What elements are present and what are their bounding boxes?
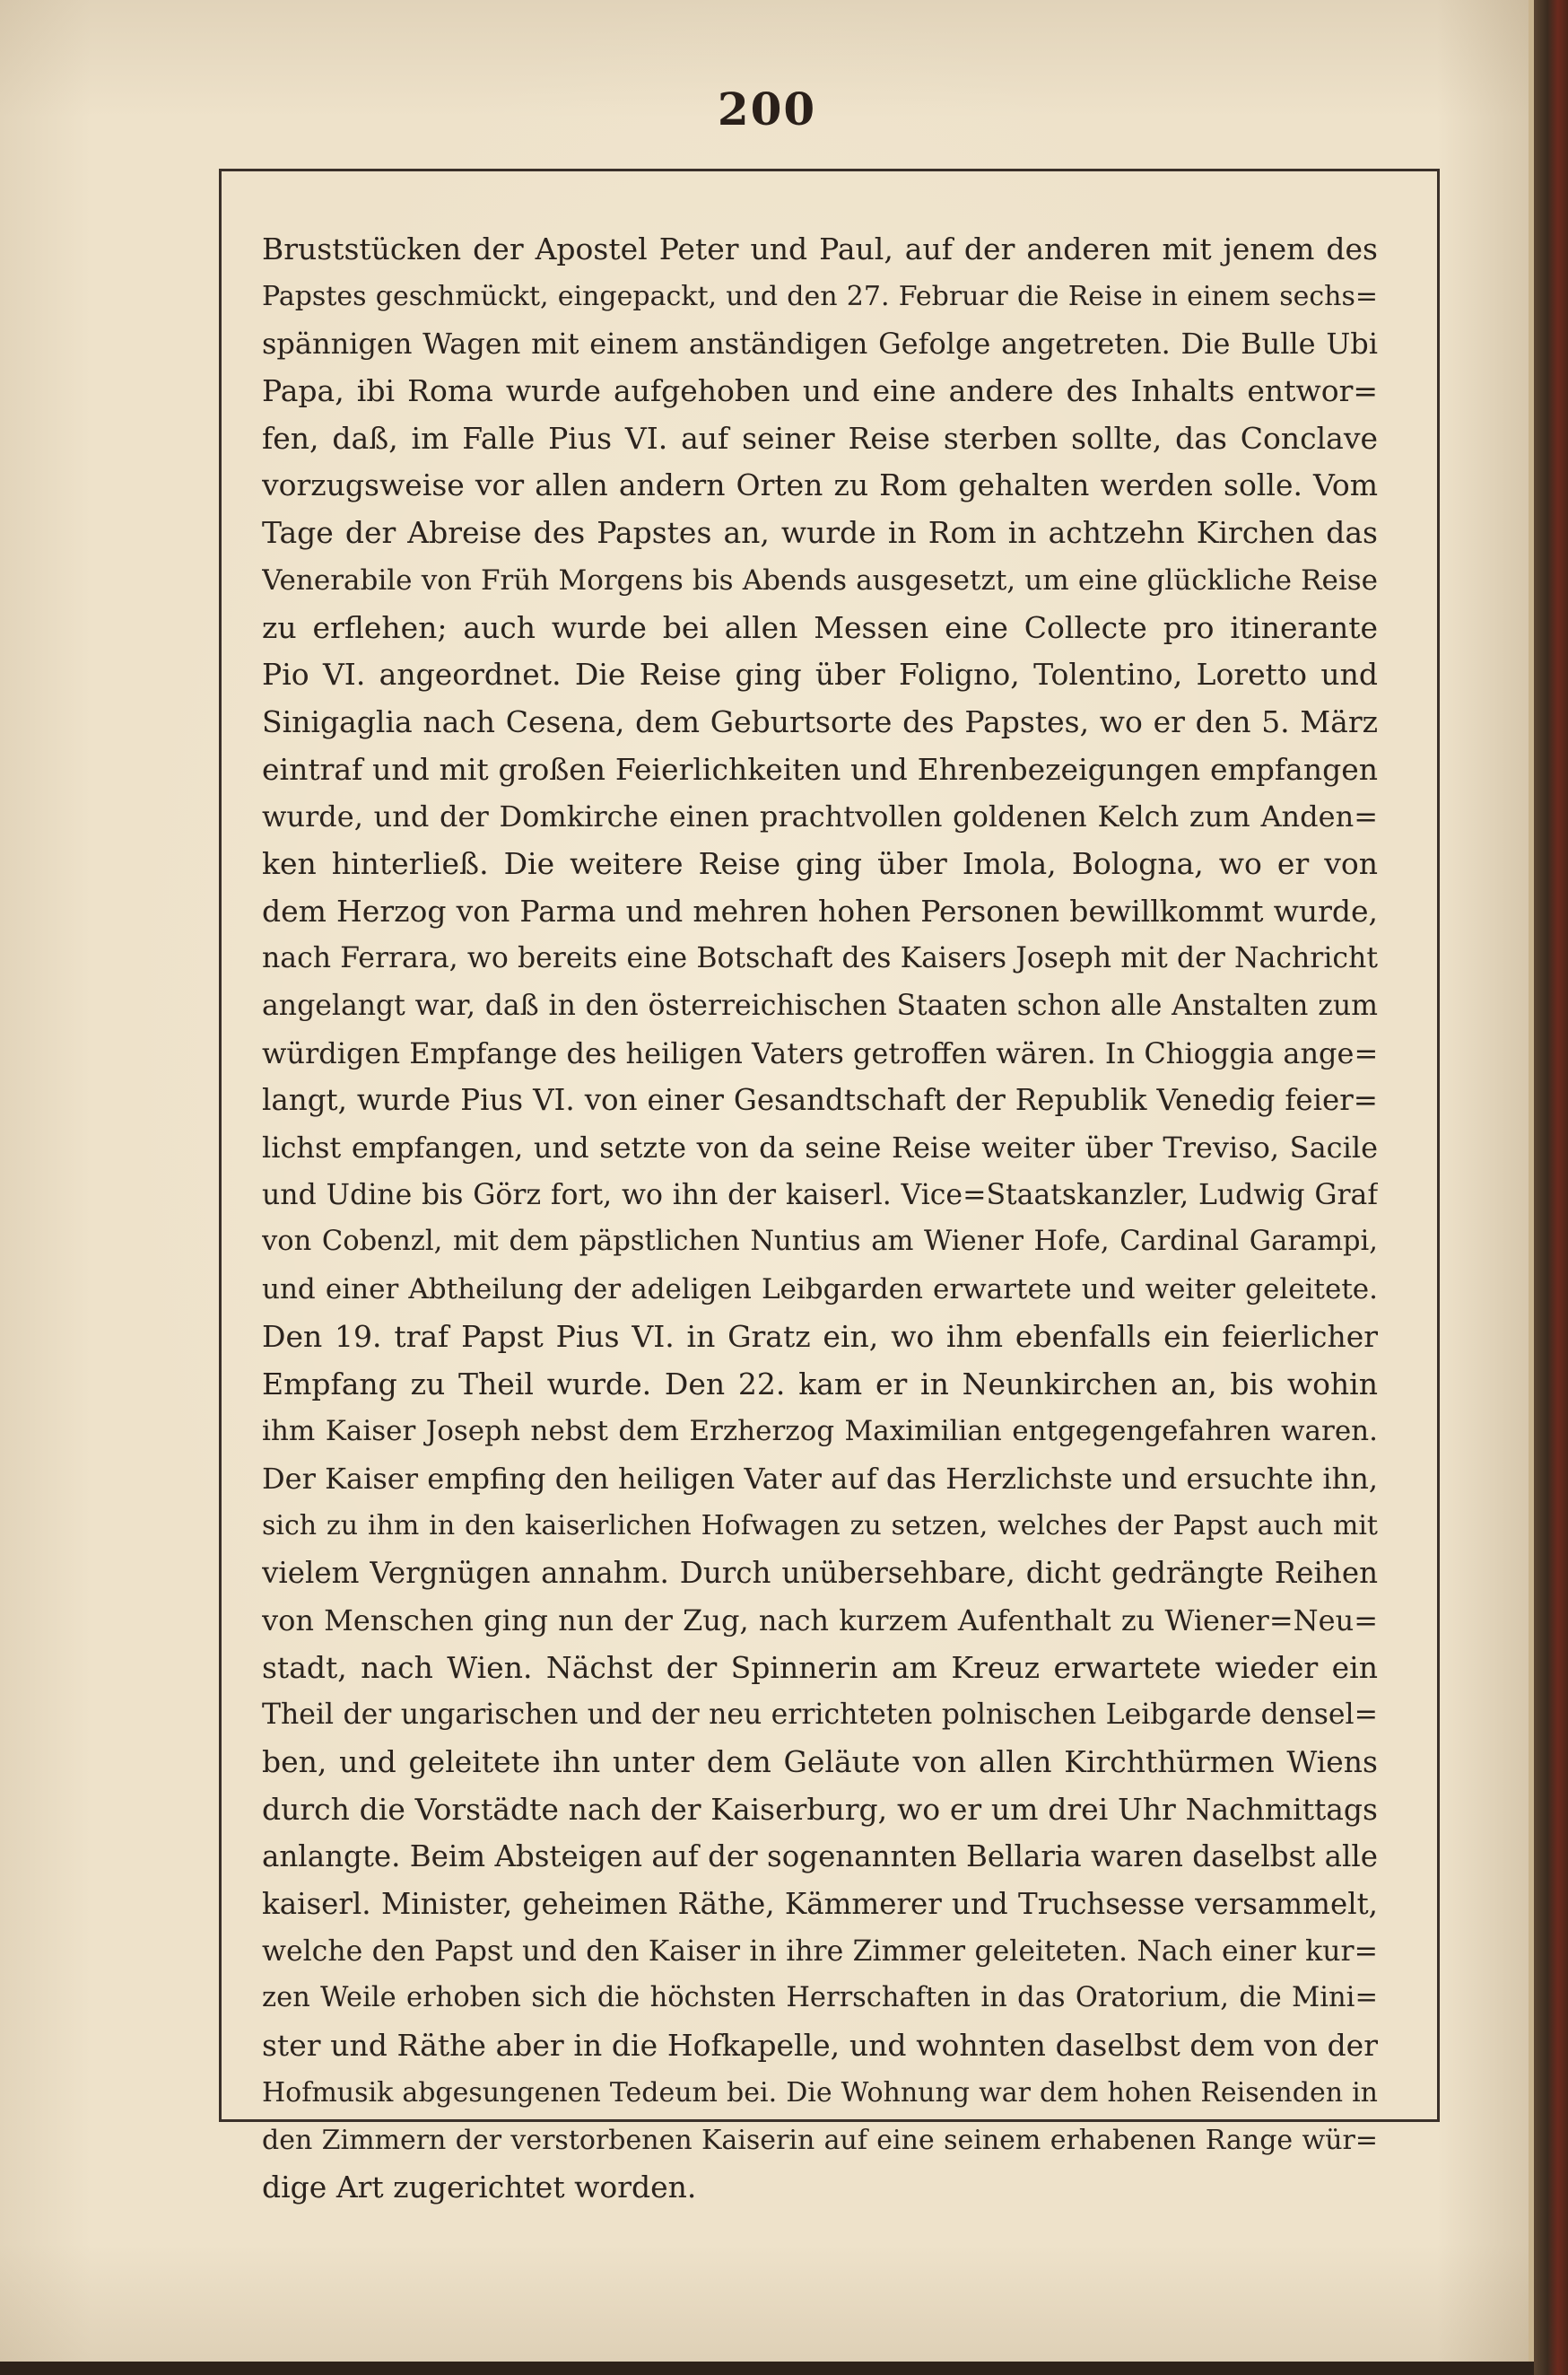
text-line: Papstes geschmückt, eingepackt, und den 27. Februar die Reise in einem sechs= <box>262 280 1378 312</box>
text-line: anlangte. Beim Absteigen auf der sogenannten Bellaria waren daselbst alle <box>262 1839 1378 1874</box>
text-line: ken hinterließ. Die weitere Reise ging über Imola, Bologna, wo er von <box>262 845 1378 881</box>
text-line: ster und Räthe aber in die Hofkapelle, und wohnten daselbst dem von der <box>262 2028 1378 2064</box>
text-line: von Cobenzl, mit dem päpstlichen Nuntius am Wiener Hofe, Cardinal Garampi, <box>262 1226 1378 1258</box>
text-line: Tage der Abreise des Papstes an, wurde in Rom in achtzehn Kirchen das <box>262 515 1378 551</box>
text-line: ihm Kaiser Joseph nebst dem Erzherzog Maximilian entgegengefahren waren. <box>262 1415 1378 1448</box>
text-line: zen Weile erhoben sich die höchsten Herrschaften in das Oratorium, die Mini= <box>262 1982 1378 2014</box>
text-line: lichst empfangen, und setzte von da seine Reise weiter über Treviso, Sacile <box>262 1131 1378 1166</box>
text-line: Sinigaglia nach Cesena, dem Geburtsorte des Papstes, wo er den 5. März <box>262 703 1378 739</box>
text-line: vorzugsweise vor allen andern Orten zu Rom gehalten werden solle. Vom <box>262 467 1378 503</box>
text-line: Den 19. traf Papst Pius VI. in Gratz ein, wo ihm ebenfalls ein feierlicher <box>262 1318 1378 1354</box>
text-line: durch die Vorstädte nach der Kaiserburg, wo er um drei Uhr Nachmittags <box>262 1791 1378 1827</box>
text-line: fen, daß, im Falle Pius VI. auf seiner Reise sterben sollte, das Conclave <box>262 420 1378 456</box>
text-line: eintraf und mit großen Feierlichkeiten und Ehrenbezeigungen empfangen <box>262 751 1378 787</box>
text-line: nach Ferrara, wo bereits eine Botschaft des Kaisers Joseph mit der Nachricht <box>262 942 1378 975</box>
text-line: spännigen Wagen mit einem anständigen Gefolge angetreten. Die Bulle Ubi <box>262 327 1378 362</box>
text-line-last: dige Art zugerichtet worden. <box>262 2170 697 2205</box>
text-line: Empfang zu Theil wurde. Den 22. kam er in Neunkirchen an, bis wohin <box>262 1366 1378 1401</box>
text-line: ben, und geleitete ihn unter dem Geläute von allen Kirchthürmen Wiens <box>262 1744 1378 1779</box>
text-line: und Udine bis Görz fort, wo ihn der kaiserl. Vice=Staatskanzler, Ludwig Graf <box>262 1178 1378 1211</box>
text-line: Der Kaiser empfing den heiligen Vater auf das Herzlichste und ersuchte ihn, <box>262 1461 1378 1496</box>
text-line: den Zimmern der verstorbenen Kaiserin auf eine seinem erhabenen Range wür= <box>262 2124 1378 2156</box>
page-number: 200 <box>717 83 817 135</box>
text-line: Pio VI. angeordnet. Die Reise ging über Foligno, Tolentino, Loretto und <box>262 657 1378 693</box>
text-line: stadt, nach Wien. Nächst der Spinnerin am Kreuz erwartete wieder ein <box>262 1649 1378 1685</box>
text-line: von Menschen ging nun der Zug, nach kurzem Aufenthalt zu Wiener=Neu= <box>262 1602 1378 1637</box>
book-edge <box>1534 0 1568 2375</box>
text-line: Theil der ungarischen und der neu errichteten polnischen Leibgarde densel= <box>262 1698 1378 1732</box>
text-line: vielem Vergnügen annahm. Durch unübersehbare, dicht gedrängte Reihen <box>262 1556 1378 1591</box>
text-line: Bruststücken der Apostel Peter und Paul, auf der anderen mit jenem des <box>262 231 1378 266</box>
text-line: sich zu ihm in den kaiserlichen Hofwagen zu setzen, welches der Papst auch mit <box>262 1509 1378 1541</box>
text-line: kaiserl. Minister, geheimen Räthe, Kämmerer und Truchsesse versammelt, <box>262 1887 1378 1922</box>
text-line: welche den Papst und den Kaiser in ihre Zimmer geleiteten. Nach einer kur= <box>262 1934 1378 1968</box>
text-line: Hofmusik abgesungenen Tedeum bei. Die Wohnung war dem hohen Reisenden in <box>262 2076 1378 2109</box>
text-line: angelangt war, daß in den österreichischen Staaten schon alle Anstalten zum <box>262 990 1378 1022</box>
body-text <box>262 226 1378 2205</box>
text-line: Papa, ibi Roma wurde aufgehoben und eine andere des Inhalts entwor= <box>262 373 1378 409</box>
text-line: dem Herzog von Parma und mehren hohen Personen bewillkommt wurde, <box>262 893 1378 929</box>
text-line: zu erflehen; auch wurde bei allen Messen eine Collecte pro itinerante <box>262 609 1378 645</box>
text-line: wurde, und der Domkirche einen prachtvollen goldenen Kelch zum Anden= <box>262 799 1378 834</box>
text-line: Venerabile von Früh Morgens bis Abends ausgesetzt, um eine glückliche Reise <box>262 563 1378 597</box>
text-line: und einer Abtheilung der adeligen Leibgarden erwartete und weiter geleitete. <box>262 1273 1378 1306</box>
text-line: würdigen Empfange des heiligen Vaters getroffen wären. In Chioggia ange= <box>262 1035 1378 1070</box>
text-line: langt, wurde Pius VI. von einer Gesandtschaft der Republik Venedig feier= <box>262 1083 1378 1118</box>
